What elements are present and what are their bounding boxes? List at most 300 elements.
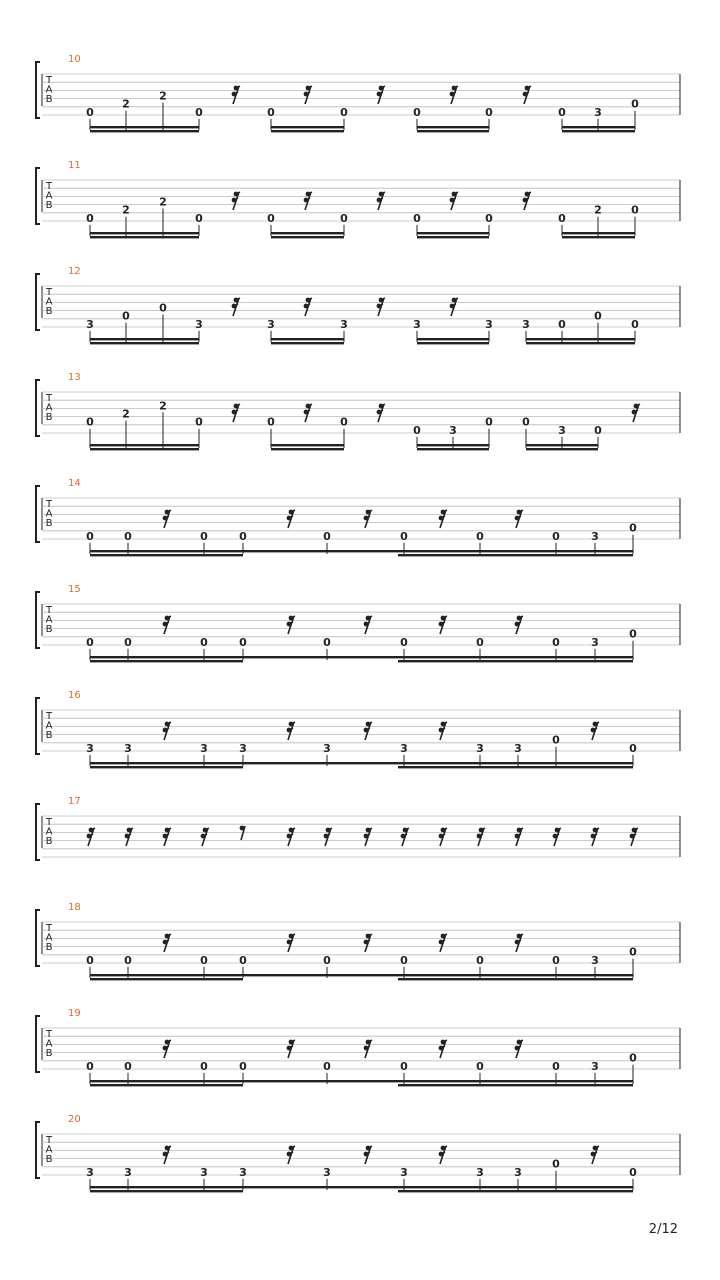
fret-number: 0 [485,211,493,225]
beam-secondary [404,766,518,768]
fret-number: 0 [159,301,167,315]
tab-clef-letter: A [45,296,53,308]
fret-number: 0 [124,953,132,967]
tab-clef-letter: A [45,190,53,202]
sixteenth-rest [163,828,171,846]
sixteenth-rest [364,934,372,952]
fret-number: 0 [200,1059,208,1073]
fret-number: 0 [122,309,130,323]
fret-number: 0 [629,945,637,959]
measure-number: 14 [68,478,81,489]
sixteenth-rest [515,510,523,528]
beam-primary [243,656,404,658]
beam-secondary [404,554,556,556]
fret-number: 0 [86,105,94,119]
fret-number: 0 [485,415,493,429]
measure-number: 16 [68,690,81,701]
system-bracket [36,486,40,542]
sixteenth-rest [287,1040,295,1058]
fret-number: 0 [239,1059,247,1073]
fret-number: 0 [239,529,247,543]
beam-primary [90,762,243,764]
fret-number: 0 [86,635,94,649]
tab-clef-letter: A [45,932,53,944]
fret-number: 0 [86,211,94,225]
tab-clef-letter: A [45,1144,53,1156]
fret-number: 0 [631,203,639,217]
beam-secondary [404,660,556,662]
sixteenth-rest [523,86,531,104]
beam-secondary [90,766,243,768]
beam-stub [398,554,404,556]
measure-number: 10 [68,54,81,65]
sixteenth-rest [232,404,240,422]
sixteenth-rest [364,722,372,740]
fret-number: 0 [86,529,94,543]
sixteenth-rest [632,404,640,422]
sixteenth-rest [591,722,599,740]
beam-primary [243,974,404,976]
beam-stub [398,978,404,980]
tab-clef-letter: B [45,1154,53,1166]
fret-number: 0 [631,317,639,331]
beam-secondary [90,130,199,132]
fret-number: 0 [400,953,408,967]
sixteenth-rest [201,828,209,846]
fret-number: 3 [239,741,247,755]
beam-primary [243,762,404,764]
beam-secondary [404,1190,518,1192]
fret-number: 0 [629,1051,637,1065]
fret-number: 0 [195,105,203,119]
beam-primary [526,338,635,340]
sixteenth-rest [439,616,447,634]
fret-number: 3 [591,529,599,543]
sixteenth-rest [87,828,95,846]
beam-secondary [562,236,635,238]
measure-number: 20 [68,1114,81,1125]
system-bracket [36,274,40,330]
beam-primary [417,338,489,340]
beam-secondary [90,1190,243,1192]
sixteenth-rest [439,1146,447,1164]
tab-system-18 [36,902,680,980]
fret-number: 2 [159,195,167,209]
tab-clef-letter: T [45,1029,53,1040]
fret-number: 3 [195,317,203,331]
beam-secondary [556,978,633,980]
sixteenth-rest [450,298,458,316]
fret-number: 0 [86,415,94,429]
system-bracket [36,1016,40,1072]
sixteenth-rest [377,86,385,104]
fret-number: 0 [594,423,602,437]
sixteenth-rest [439,510,447,528]
fret-number: 3 [476,1165,484,1179]
sixteenth-rest [401,828,409,846]
beam-primary [90,550,243,552]
measure-number: 15 [68,584,81,595]
tab-clef-letter: B [45,306,53,318]
beam-secondary [518,1190,633,1192]
beam-primary [404,1186,518,1188]
fret-number: 0 [86,1059,94,1073]
beam-secondary [271,448,344,450]
beam-secondary [417,448,489,450]
beam-secondary [271,236,344,238]
beam-primary [243,1080,404,1082]
beam-secondary [526,448,598,450]
fret-number: 2 [159,89,167,103]
beam-secondary [417,236,489,238]
fret-number: 3 [514,1165,522,1179]
fret-number: 0 [552,1157,560,1171]
sixteenth-rest [364,828,372,846]
measure-number: 17 [68,796,81,807]
sixteenth-rest [515,828,523,846]
beam-primary [90,232,199,234]
sixteenth-rest [477,828,485,846]
rest-flag-dot [240,826,245,831]
sixteenth-rest [232,192,240,210]
fret-number: 3 [591,635,599,649]
beam-primary [271,338,344,340]
sixteenth-rest [287,616,295,634]
fret-number: 0 [239,953,247,967]
beam-secondary [556,660,633,662]
tab-clef-letter: T [45,181,53,192]
beam-primary [90,656,243,658]
beam-primary [271,232,344,234]
fret-number: 3 [340,317,348,331]
sixteenth-rest [163,934,171,952]
tab-clef-letter: T [45,605,53,616]
measure-number: 19 [68,1008,81,1019]
beam-secondary [404,1084,556,1086]
sixteenth-rest [324,828,332,846]
beam-primary [90,444,199,446]
fret-number: 0 [195,415,203,429]
fret-number: 0 [195,211,203,225]
fret-number: 0 [267,105,275,119]
tab-system-14 [36,478,680,556]
fret-number: 3 [86,1165,94,1179]
beam-primary [417,232,489,234]
fret-number: 0 [124,635,132,649]
beam-secondary [556,554,633,556]
system-bracket [36,62,40,118]
tab-system-15 [36,584,680,662]
beam-primary [90,338,199,340]
tab-clef-letter: T [45,393,53,404]
beam-primary [90,1080,243,1082]
sixteenth-rest [439,1040,447,1058]
fret-number: 3 [485,317,493,331]
system-bracket [36,1122,40,1178]
fret-number: 0 [629,521,637,535]
beam-secondary [562,130,635,132]
sixteenth-rest [287,828,295,846]
sixteenth-rest [163,1146,171,1164]
fret-number: 0 [200,635,208,649]
tab-clef-letter: B [45,942,53,954]
beam-primary [562,232,635,234]
beam-secondary [90,448,199,450]
fret-number: 0 [558,317,566,331]
sixteenth-rest [439,722,447,740]
fret-number: 3 [558,423,566,437]
fret-number: 0 [552,529,560,543]
fret-number: 0 [340,105,348,119]
measure-number: 11 [68,160,81,171]
tab-system-13 [36,372,680,450]
fret-number: 0 [558,211,566,225]
fret-number: 0 [323,529,331,543]
sixteenth-rest [515,616,523,634]
tab-clef-letter: A [45,720,53,732]
beam-primary [271,444,344,446]
sixteenth-rest [287,1146,295,1164]
tab-clef-letter: A [45,614,53,626]
fret-number: 3 [591,953,599,967]
fret-number: 2 [122,407,130,421]
fret-number: 3 [200,741,208,755]
fret-number: 3 [514,741,522,755]
beam-primary [417,444,489,446]
beam-primary [417,126,489,128]
measure-number: 18 [68,902,81,913]
beam-primary [556,550,633,552]
sixteenth-rest [553,828,561,846]
beam-primary [90,126,199,128]
tab-clef-letter: A [45,508,53,520]
sixteenth-rest [630,828,638,846]
fret-number: 2 [122,203,130,217]
beam-secondary [90,978,243,980]
measure-number: 12 [68,266,81,277]
sixteenth-rest [591,1146,599,1164]
fret-number: 3 [413,317,421,331]
beam-secondary [556,1084,633,1086]
tab-clef-letter: T [45,499,53,510]
fret-number: 3 [200,1165,208,1179]
fret-number: 0 [476,1059,484,1073]
fret-number: 3 [400,741,408,755]
beam-secondary [90,342,199,344]
sixteenth-rest [450,192,458,210]
sixteenth-rest [287,722,295,740]
beam-primary [518,762,633,764]
fret-number: 3 [86,741,94,755]
fret-number: 0 [629,741,637,755]
tab-clef-letter: B [45,836,53,848]
fret-number: 0 [200,529,208,543]
beam-secondary [271,130,344,132]
beam-primary [556,656,633,658]
fret-number: 0 [413,105,421,119]
fret-number: 0 [485,105,493,119]
fret-number: 3 [323,1165,331,1179]
sixteenth-rest [364,1146,372,1164]
beam-primary [404,656,556,658]
fret-number: 0 [86,953,94,967]
fret-number: 3 [522,317,530,331]
sixteenth-rest [515,934,523,952]
sixteenth-rest [304,404,312,422]
tab-clef-letter: T [45,711,53,722]
beam-secondary [417,130,489,132]
fret-number: 0 [124,529,132,543]
sixteenth-rest [163,1040,171,1058]
sixteenth-rest [377,192,385,210]
fret-number: 0 [340,415,348,429]
fret-number: 0 [476,635,484,649]
tab-system-12 [36,266,680,344]
tab-clef-letter: T [45,75,53,86]
fret-number: 0 [552,953,560,967]
tab-system-19 [36,1008,680,1086]
fret-number: 0 [200,953,208,967]
sixteenth-rest [364,616,372,634]
fret-number: 3 [124,741,132,755]
system-bracket [36,592,40,648]
tab-clef-letter: B [45,1048,53,1060]
tab-clef-letter: B [45,624,53,636]
tab-clef-letter: A [45,826,53,838]
sixteenth-rest [439,828,447,846]
tab-system-20 [36,1114,680,1192]
fret-number: 3 [86,317,94,331]
sixteenth-rest [523,192,531,210]
beam-primary [404,1080,556,1082]
fret-number: 0 [552,733,560,747]
system-bracket [36,698,40,754]
system-bracket [36,804,40,860]
sixteenth-rest [163,722,171,740]
beam-stub [398,660,404,662]
fret-number: 0 [400,635,408,649]
fret-number: 3 [594,105,602,119]
tab-clef-letter: B [45,412,53,424]
tab-clef-letter: T [45,1135,53,1146]
sixteenth-rest [377,404,385,422]
sixteenth-rest [450,86,458,104]
beam-stub [398,1084,404,1086]
fret-number: 0 [629,1165,637,1179]
fret-number: 2 [159,399,167,413]
beam-primary [404,762,518,764]
tab-clef-letter: A [45,1038,53,1050]
sixteenth-rest [304,86,312,104]
beam-primary [562,126,635,128]
fret-number: 0 [631,97,639,111]
fret-number: 0 [558,105,566,119]
tab-system-11 [36,160,680,238]
fret-number: 0 [323,635,331,649]
beam-secondary [518,766,633,768]
tab-clef-letter: T [45,817,53,828]
beam-primary [90,974,243,976]
fret-number: 3 [449,423,457,437]
fret-number: 0 [476,529,484,543]
tab-clef-letter: B [45,730,53,742]
fret-number: 0 [400,1059,408,1073]
beam-stub [398,766,404,768]
tab-system-16 [36,690,680,768]
sixteenth-rest [364,510,372,528]
fret-number: 3 [323,741,331,755]
sixteenth-rest [304,192,312,210]
beam-primary [404,550,556,552]
beam-primary [518,1186,633,1188]
beam-stub [398,1190,404,1192]
fret-number: 0 [552,635,560,649]
system-bracket [36,380,40,436]
beam-primary [271,126,344,128]
fret-number: 2 [122,97,130,111]
fret-number: 3 [476,741,484,755]
fret-number: 0 [267,211,275,225]
fret-number: 0 [323,1059,331,1073]
fret-number: 0 [239,635,247,649]
fret-number: 3 [124,1165,132,1179]
beam-primary [243,550,404,552]
beam-primary [526,444,598,446]
beam-secondary [90,660,243,662]
fret-number: 0 [522,415,530,429]
tab-clef-letter: A [45,402,53,414]
beam-primary [556,1080,633,1082]
sixteenth-rest [591,828,599,846]
beam-secondary [417,342,489,344]
fret-number: 3 [400,1165,408,1179]
system-bracket [36,168,40,224]
measure-number: 13 [68,372,81,383]
tab-clef-letter: B [45,518,53,530]
fret-number: 0 [400,529,408,543]
tab-clef-letter: A [45,84,53,96]
system-bracket [36,910,40,966]
fret-number: 3 [239,1165,247,1179]
beam-primary [404,974,556,976]
tab-clef-letter: T [45,287,53,298]
beam-secondary [90,1084,243,1086]
beam-primary [90,1186,243,1188]
page-number: 2/12 [648,1222,678,1237]
fret-number: 0 [629,627,637,641]
sixteenth-rest [125,828,133,846]
fret-number: 0 [340,211,348,225]
tab-system-17 [36,796,680,860]
fret-number: 2 [594,203,602,217]
beam-secondary [90,236,199,238]
fret-number: 0 [413,211,421,225]
sixteenth-rest [163,510,171,528]
sixteenth-rest [364,1040,372,1058]
sixteenth-rest [287,934,295,952]
beam-primary [243,1186,404,1188]
tab-clef-letter: B [45,94,53,106]
fret-number: 3 [267,317,275,331]
tab-system-10 [36,54,680,132]
sixteenth-rest [232,86,240,104]
fret-number: 0 [323,953,331,967]
beam-primary [556,974,633,976]
beam-secondary [404,978,556,980]
beam-secondary [90,554,243,556]
tab-clef-letter: T [45,923,53,934]
sixteenth-rest [287,510,295,528]
